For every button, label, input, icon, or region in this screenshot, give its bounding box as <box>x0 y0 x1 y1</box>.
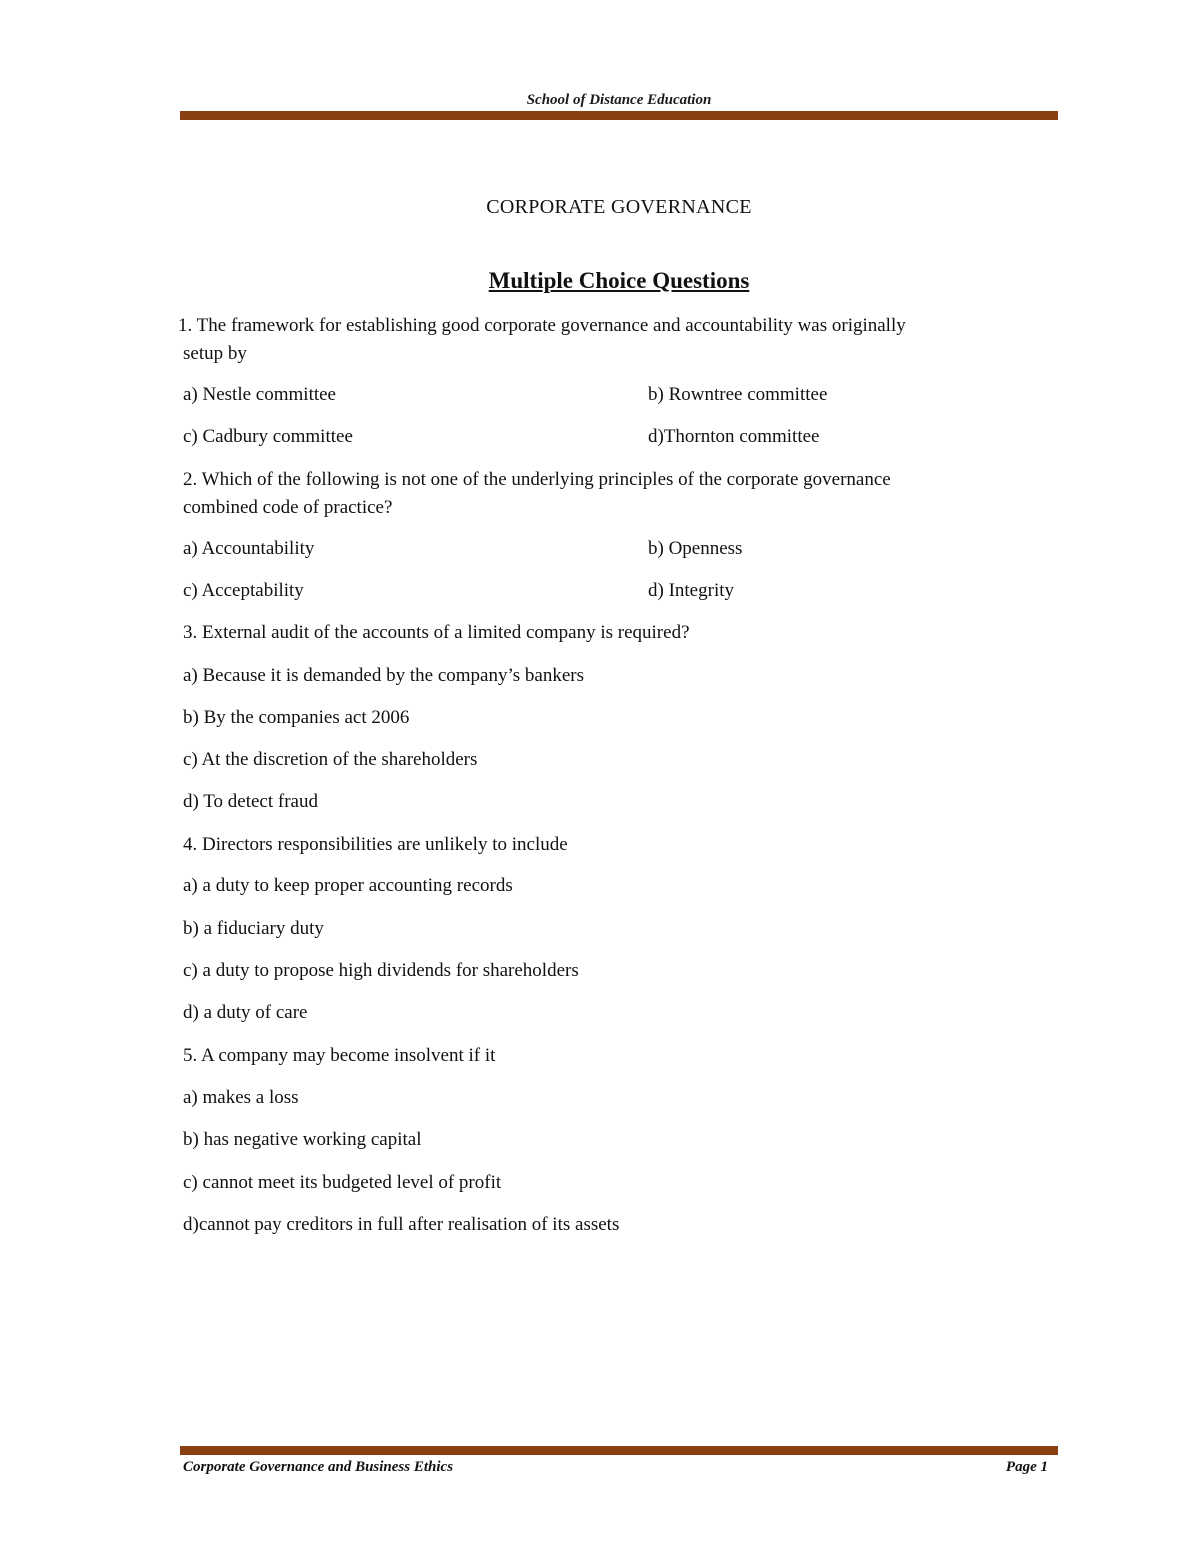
section-heading: Multiple Choice Questions <box>488 268 750 293</box>
question-3-option-b: b) By the companies act 2006 <box>183 707 410 728</box>
question-5-option-c: c) cannot meet its budgeted level of profit <box>183 1172 502 1193</box>
question-3-stem: 3. External audit of the accounts of a limited company is required? <box>183 622 690 643</box>
question-1-stem-line1: 1. The framework for establishing good corporate governance and accountability was originally <box>178 315 906 336</box>
question-4-option-b: b) a fiduciary duty <box>183 918 324 939</box>
document-title: CORPORATE GOVERNANCE <box>486 196 752 218</box>
question-1-option-a: a) Nestle committee <box>183 384 336 405</box>
question-3-option-d: d) To detect fraud <box>183 791 318 812</box>
question-2-option-b: b) Openness <box>648 538 743 559</box>
question-5-option-a: a) makes a loss <box>183 1087 299 1108</box>
question-3-option-c: c) At the discretion of the shareholders <box>183 749 478 770</box>
footer-course-title: Corporate Governance and Business Ethics <box>183 1459 454 1475</box>
question-1-option-c: c) Cadbury committee <box>183 426 353 447</box>
question-5-stem: 5. A company may become insolvent if it <box>183 1045 496 1066</box>
footer-rule <box>180 1446 1058 1455</box>
question-1-option-b: b) Rowntree committee <box>648 384 828 405</box>
question-2-stem-line2: combined code of practice? <box>183 497 393 518</box>
question-4-stem: 4. Directors responsibilities are unlikely to include <box>183 834 568 855</box>
header-rule <box>180 111 1058 120</box>
page-header: School of Distance Education <box>526 92 712 108</box>
question-1-stem-line2: setup by <box>183 343 247 364</box>
question-4-option-d: d) a duty of care <box>183 1002 308 1023</box>
page-number: Page 1 <box>1005 1459 1048 1475</box>
question-4-option-c: c) a duty to propose high dividends for shareholders <box>183 960 579 981</box>
question-2-option-d: d) Integrity <box>648 580 735 601</box>
question-5-option-b: b) has negative working capital <box>183 1129 422 1150</box>
question-3-option-a: a) Because it is demanded by the company’s bankers <box>183 665 584 686</box>
question-2-option-c: c) Acceptability <box>183 580 304 601</box>
question-5-option-d: d)cannot pay creditors in full after realisation of its assets <box>183 1214 620 1235</box>
question-4-option-a: a) a duty to keep proper accounting records <box>183 875 513 896</box>
question-1-option-d: d)Thornton committee <box>648 426 820 447</box>
question-2-stem-line1: 2. Which of the following is not one of the underlying principles of the corporate governance <box>183 469 891 490</box>
question-2-option-a: a) Accountability <box>183 538 315 559</box>
